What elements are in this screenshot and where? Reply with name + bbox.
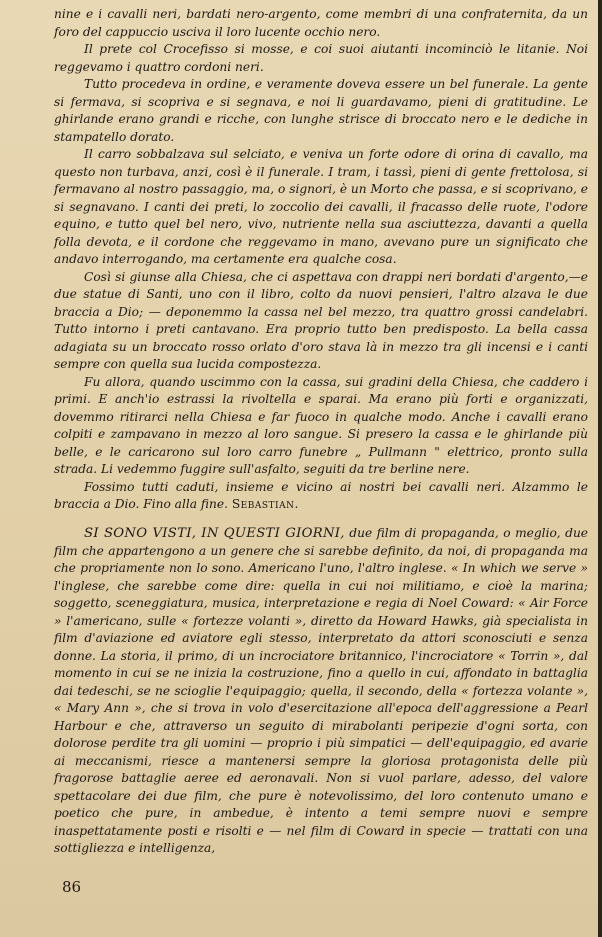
author-signature: Sebastian. [231, 497, 299, 511]
paragraph: Il prete col Crocefisso si mosse, e coi suoi aiutanti incominciò le litanie. Noi reggevamo i quattro cordoni neri. [54, 42, 588, 74]
page-number: 86 [62, 878, 82, 896]
review-body: due film di propaganda, o meglio, due film che appartengono a un genere che si sarebbe definito, da noi, di propaganda ma che propriamente non lo sono. Americano l'uno, l'altro inglese. « In which we serve » l'inglese, che sarebbe come dire: quella in cui noi militiamo, e cioè la marina; soggetto, sceneggiatura, musica, interpretazione e regia di Noel Coward: « Air Force » l'americano, sulle « fortezze volanti », diretto da Howard Hawks, già specialista in film d'aviazione ed aviatore egli stesso, interpretato da attori sconosciuti e senza donne. La storia, il primo, di un incrociatore britannico, l'incrociatore « Torrin », dal momento in cui se ne inizia la costruzione, fino a quello in cui, affondato in battaglia dai tedeschi, se ne scioglie l'equipaggio; quella, il secondo, della « fortezza volante », « Mary Ann », che si trova in volo d'esercitazione all'epoca dell'aggressione a Pearl Harbour e che, attraverso un seguito di mirabolanti peripezie d'ogni sorta, con dolorose perdite tra gli uomini — proprio i più simpatici — dell'equipaggio, ed avarie ai meccanismi, riesce a mantenersi sempre la gloriosa protagonista delle più fragorose battaglie aeree ed aeronavali. Non si vuol parlare, adesso, del valore spettacolare dei due film, che pure è notevolissimo, del loro contenuto umano e poetico che pure, in ambedue, è intento a temi sempre nuovi e sempre inaspettatamente posti e risolti e — nel film di Coward in specie — trattati con una sottigliezza e intelligenza, [54, 526, 589, 855]
article-funeral [54, 6, 588, 514]
paragraph: Tutto procedeva in ordine, e veramente doveva essere un bel funerale. La gente si fermava, si scopriva e si segnava, e noi li guardavamo, pieni di gratitudine. Le ghirlande erano grandi e ricche, con lunghe strisce di broccato nero e le dediche in stampatello dorato. [54, 77, 588, 144]
review-paragraph [54, 525, 588, 858]
article-film-review [54, 525, 588, 858]
review-lead: SI SONO VISTI, IN QUESTI GIORNI, [84, 526, 345, 541]
paragraph: nine e i cavalli neri, bardati nero-argento, come membri di una confraternita, da un foro del cappuccio usciva il loro lucente occhio nero. [54, 7, 588, 39]
paragraph: Così si giunse alla Chiesa, che ci aspettava con drappi neri bordati d'argento,—e due statue di Santi, uno con il libro, colto da nuovi pensieri, l'altro alzava le due braccia a Dio; — deponemmo la cassa nel bel mezzo, tra quattro grossi candelabri. Tutto intorno i preti cantavano. Era proprio tutto ben predisposto. La bella cassa adagiata su un broccato rosso orlato d'oro stava là in mezzo tra gli incensi e i canti sempre con quella sua lucida compostezza. [54, 269, 588, 371]
paragraph: Il carro sobbalzava sul selciato, e veniva un forte odore di orina di cavallo, ma questo non turbava, anzi, così è il funerale. I tram, i tassì, pieni di gente frettolosa, si fermavano al nostro passaggio, ma, o signori, è un Morto che passa, e si scoprivano, e si segnavano. I canti dei preti, lo zoccolio dei cavalli, il fracasso delle ruote, l'odore equino, e tutto quel bel nero, vivo, nutriente nella sua asciuttezza, davanti a quella folla devota, e il cordone che reggevamo in mano, avevano pure un significato che andavo interrogando, ma certamente era qualche cosa. [54, 147, 588, 266]
paragraph-text: Fossimo tutti caduti, insieme e vicino ai nostri bei cavalli neri. Alzammo le braccia a Dio. Fino alla fine. [54, 479, 588, 511]
paragraph: Fu allora, quando uscimmo con la cassa, sui gradini della Chiesa, che caddero i primi. E anch'io estrassi la rivoltella e sparai. Ma erano più forti e organizzati, dovemmo ritirarci nella Chiesa e far fuoco in qualche modo. Anche i cavalli erano colpiti e zampavano in mezzo al loro sangue. Si presero la cassa e le ghirlande più belle, e le caricarono sul loro carro funebre „ Pullmann " elettrico, pronto sulla strada. Li vedemmo fuggire sull'asfalto, seguiti da tre berline nere. [54, 374, 588, 476]
page-edge [598, 0, 602, 937]
paragraph-last [54, 479, 588, 514]
